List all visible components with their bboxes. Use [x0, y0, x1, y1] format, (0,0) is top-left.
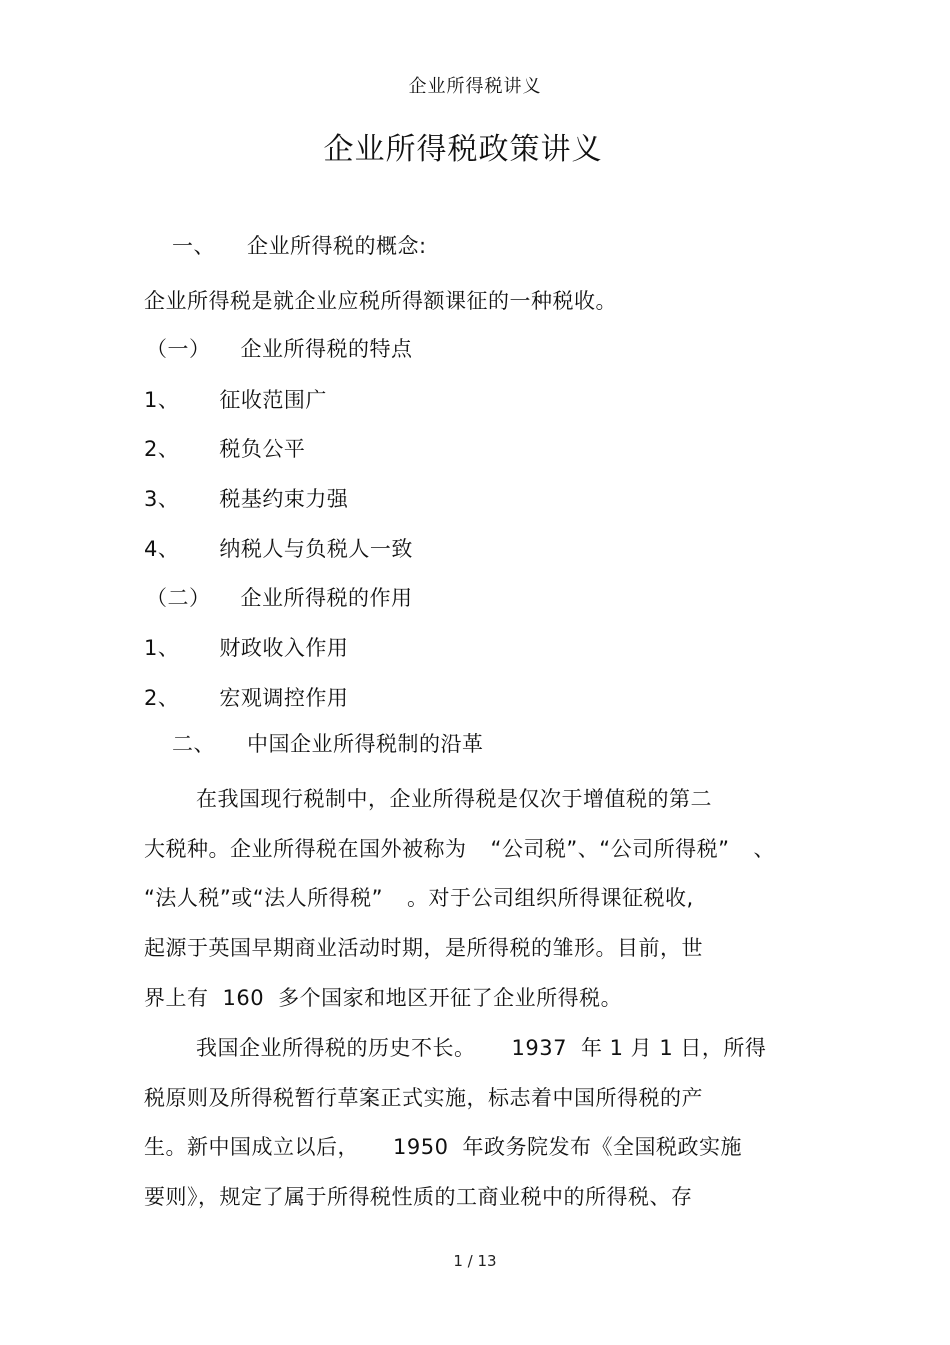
list-item — [144, 483, 348, 513]
paragraph-line — [144, 833, 775, 863]
text-run: 年 1 月 1 日，所得 — [580, 1036, 767, 1060]
section-text: 中国企业所得税制的沿革 — [247, 732, 484, 756]
text-run: 、 — [753, 837, 776, 861]
paragraph-line: 在我国现行税制中，企业所得税是仅次于增值税的第二 — [196, 787, 712, 811]
text-run: “公司税”、“公司所得税” — [490, 837, 730, 861]
list-text: 宏观调控作用 — [219, 686, 349, 710]
text-run: 大税种。企业所得税在国外被称为 — [144, 837, 467, 861]
text-run: 160 — [222, 986, 265, 1010]
list-item — [144, 682, 348, 712]
list-text: 征收范围广 — [219, 388, 327, 412]
section-text: 企业所得税的概念: — [247, 234, 427, 258]
paragraph-line: 税原则及所得税暂行草案正式实施，标志着中国所得税的产 — [144, 1086, 703, 1110]
text-run: 我国企业所得税的历史不长。 — [196, 1036, 476, 1060]
list-number: 2、 — [144, 686, 180, 710]
subsection-number: （一） — [146, 337, 211, 361]
list-text: 纳税人与负税人一致 — [219, 537, 413, 561]
section-heading-1 — [172, 230, 427, 260]
list-number: 2、 — [144, 437, 180, 461]
list-item — [144, 632, 348, 662]
section-heading-2 — [172, 728, 484, 758]
list-item — [144, 433, 305, 463]
list-number: 3、 — [144, 487, 180, 511]
paragraph-line — [144, 1131, 742, 1161]
list-item — [144, 533, 413, 563]
text-run: 界上有 — [144, 986, 209, 1010]
list-number: 1、 — [144, 636, 180, 660]
paragraph-line — [144, 882, 694, 912]
section-number: 二、 — [172, 732, 215, 756]
text-run: 年政务院发布《全国税政实施 — [462, 1135, 742, 1159]
running-header: 企业所得税讲义 — [408, 76, 542, 97]
section-number: 一、 — [172, 234, 215, 258]
paragraph-line — [196, 1032, 766, 1062]
paragraph-line — [144, 982, 622, 1012]
list-text: 税基约束力强 — [219, 487, 349, 511]
document-title: 企业所得税政策讲义 — [323, 132, 603, 167]
text-run: 。对于公司组织所得课征税收, — [407, 886, 694, 910]
text-run: 多个国家和地区开征了企业所得税。 — [278, 986, 623, 1010]
list-number: 4、 — [144, 537, 180, 561]
subsection-heading-2 — [146, 582, 413, 612]
text-run: 生。新中国成立以后， — [144, 1135, 359, 1159]
text-run: “法人税”或“法人所得税” — [144, 886, 384, 910]
list-text: 财政收入作用 — [219, 636, 349, 660]
list-item — [144, 384, 327, 414]
definition-text: 企业所得税是就企业应税所得额课征的一种税收。 — [144, 289, 617, 313]
subsection-number: （二） — [146, 586, 211, 610]
subsection-heading-1 — [146, 333, 413, 363]
text-run: 1950 — [393, 1135, 449, 1159]
paragraph-line: 起源于英国早期商业活动时期，是所得税的雏形。目前，世 — [144, 936, 703, 960]
subsection-text: 企业所得税的特点 — [240, 337, 413, 361]
subsection-text: 企业所得税的作用 — [240, 586, 413, 610]
list-text: 税负公平 — [219, 437, 306, 461]
list-number: 1、 — [144, 388, 180, 412]
paragraph-line: 要则》，规定了属于所得税性质的工商业税中的所得税、存 — [144, 1185, 693, 1209]
text-run: 1937 — [511, 1036, 567, 1060]
page-number: 1 / 13 — [453, 1252, 497, 1270]
